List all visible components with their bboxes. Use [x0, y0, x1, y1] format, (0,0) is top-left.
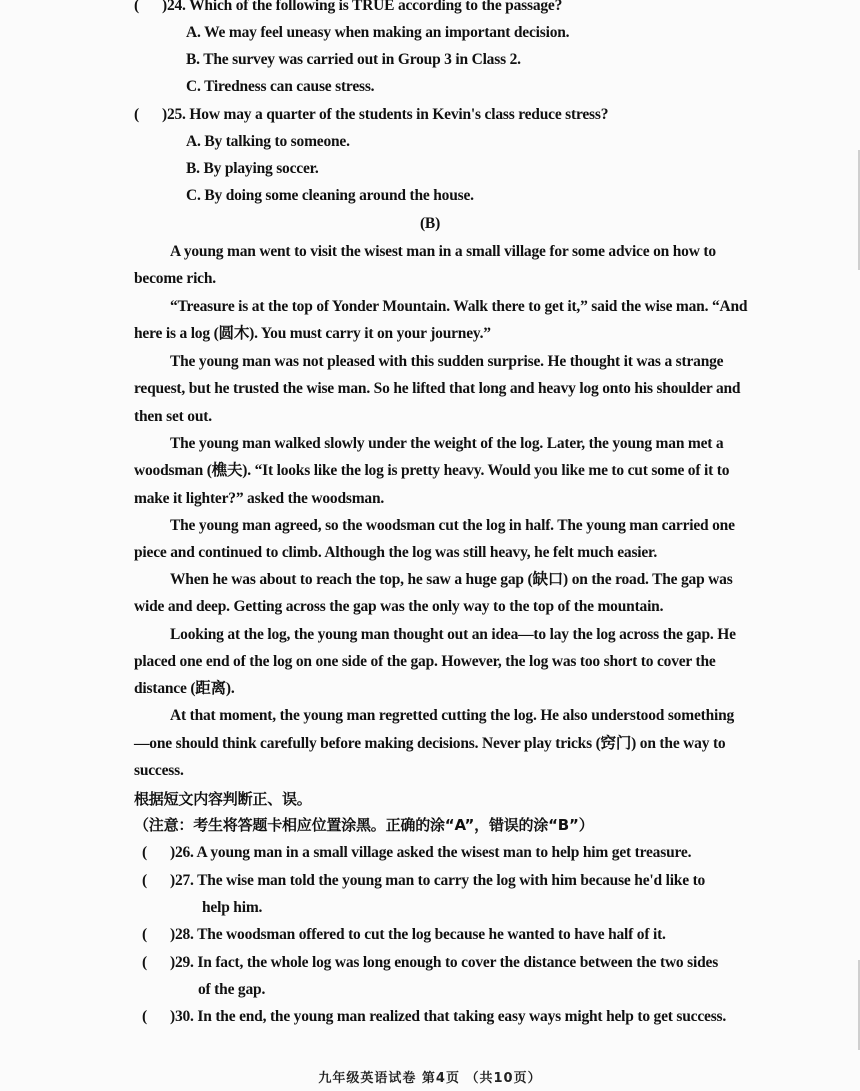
question-text: )30. In the end, the young man realized that taking easy ways might help to get success. — [170, 1008, 727, 1025]
q25-option-c: C. By doing some cleaning around the house. — [186, 187, 474, 204]
section-note: （注意：考生将答题卡相应位置涂黑。正确的涂“A”，错误的涂“B”） — [134, 816, 594, 834]
tf-question-29 — [142, 953, 718, 973]
tf-question-30 — [142, 1007, 726, 1027]
question-text: )26. A young man in a small village asked the wisest man to help him get treasure. — [170, 844, 692, 861]
q25-option-b: B. By playing soccer. — [186, 160, 319, 177]
passage-line: make it lighter?” asked the woodsman. — [134, 490, 385, 507]
passage-line: woodsman (樵夫). “It looks like the log is pretty heavy. Would you like me to cut some of it to — [134, 462, 730, 479]
passage-line: At that moment, the young man regretted cutting the log. He also understood something — [170, 707, 735, 724]
question-text: )28. The woodsman offered to cut the log because he wanted to have half of it. — [170, 926, 666, 943]
passage-line: “Treasure is at the top of Yonder Mountain. Walk there to get it,” said the wise man. “And — [170, 298, 748, 315]
q24-option-c: C. Tiredness can cause stress. — [186, 78, 375, 95]
page-footer: 九年级英语试卷 第4页 （共10页） — [318, 1071, 542, 1086]
question-25 — [134, 105, 608, 125]
answer-paren: ( — [134, 106, 139, 123]
question-text: )29. In fact, the whole log was long enough to cover the distance between the two sides — [170, 954, 719, 971]
question-text: )27. The wise man told the young man to carry the log with him because he'd like to — [170, 872, 706, 889]
passage-line: request, but he trusted the wise man. So he lifted that long and heavy log onto his shoulder and — [134, 380, 741, 397]
passage-line: then set out. — [134, 408, 212, 425]
passage-line: The young man agreed, so the woodsman cut the log in half. The young man carried one — [170, 517, 735, 534]
section-instruction: 根据短文内容判断正、误。 — [134, 790, 312, 808]
passage-line: distance (距离). — [134, 680, 235, 697]
passage-line: here is a log (圆木). You must carry it on your journey.” — [134, 325, 491, 342]
tf-question-26 — [142, 843, 691, 863]
passage-line: success. — [134, 762, 184, 779]
answer-paren: ( — [142, 926, 147, 943]
q24-option-a: A. We may feel uneasy when making an important decision. — [186, 24, 570, 41]
passage-line: When he was about to reach the top, he saw a huge gap (缺口) on the road. The gap was — [170, 571, 733, 588]
passage-line: The young man was not pleased with this sudden surprise. He thought it was a strange — [170, 353, 724, 370]
answer-paren: ( — [142, 844, 147, 861]
tf-question-27 — [142, 871, 705, 891]
q25-option-a: A. By talking to someone. — [186, 133, 350, 150]
answer-paren: ( — [134, 0, 139, 14]
tf-question-28 — [142, 925, 666, 945]
passage-line: Looking at the log, the young man thought out an idea—to lay the log across the gap. He — [170, 626, 736, 643]
passage-line: —one should think carefully before making decisions. Never play tricks (窍门) on the way to — [134, 735, 726, 752]
tf-question-29-continued: of the gap. — [198, 981, 266, 998]
q24-option-b: B. The survey was carried out in Group 3 in Class 2. — [186, 51, 521, 68]
passage-line: A young man went to visit the wisest man in a small village for some advice on how to — [170, 243, 716, 260]
answer-paren: ( — [142, 954, 147, 971]
passage-line: become rich. — [134, 270, 216, 287]
tf-question-27-continued: help him. — [202, 899, 263, 916]
passage-line: placed one end of the log on one side of the gap. However, the log was too short to cover the — [134, 653, 716, 670]
passage-line: piece and continued to climb. Although the log was still heavy, he felt much easier. — [134, 544, 657, 561]
question-stem: )24. Which of the following is TRUE according to the passage? — [162, 0, 563, 14]
answer-paren: ( — [142, 1008, 147, 1025]
passage-heading: (B) — [419, 215, 441, 232]
answer-paren: ( — [142, 872, 147, 889]
question-stem: )25. How may a quarter of the students in Kevin's class reduce stress? — [162, 106, 609, 123]
passage-line: The young man walked slowly under the weight of the log. Later, the young man met a — [170, 435, 724, 452]
passage-line: wide and deep. Getting across the gap was the only way to the top of the mountain. — [134, 598, 664, 615]
question-24 — [134, 0, 562, 16]
